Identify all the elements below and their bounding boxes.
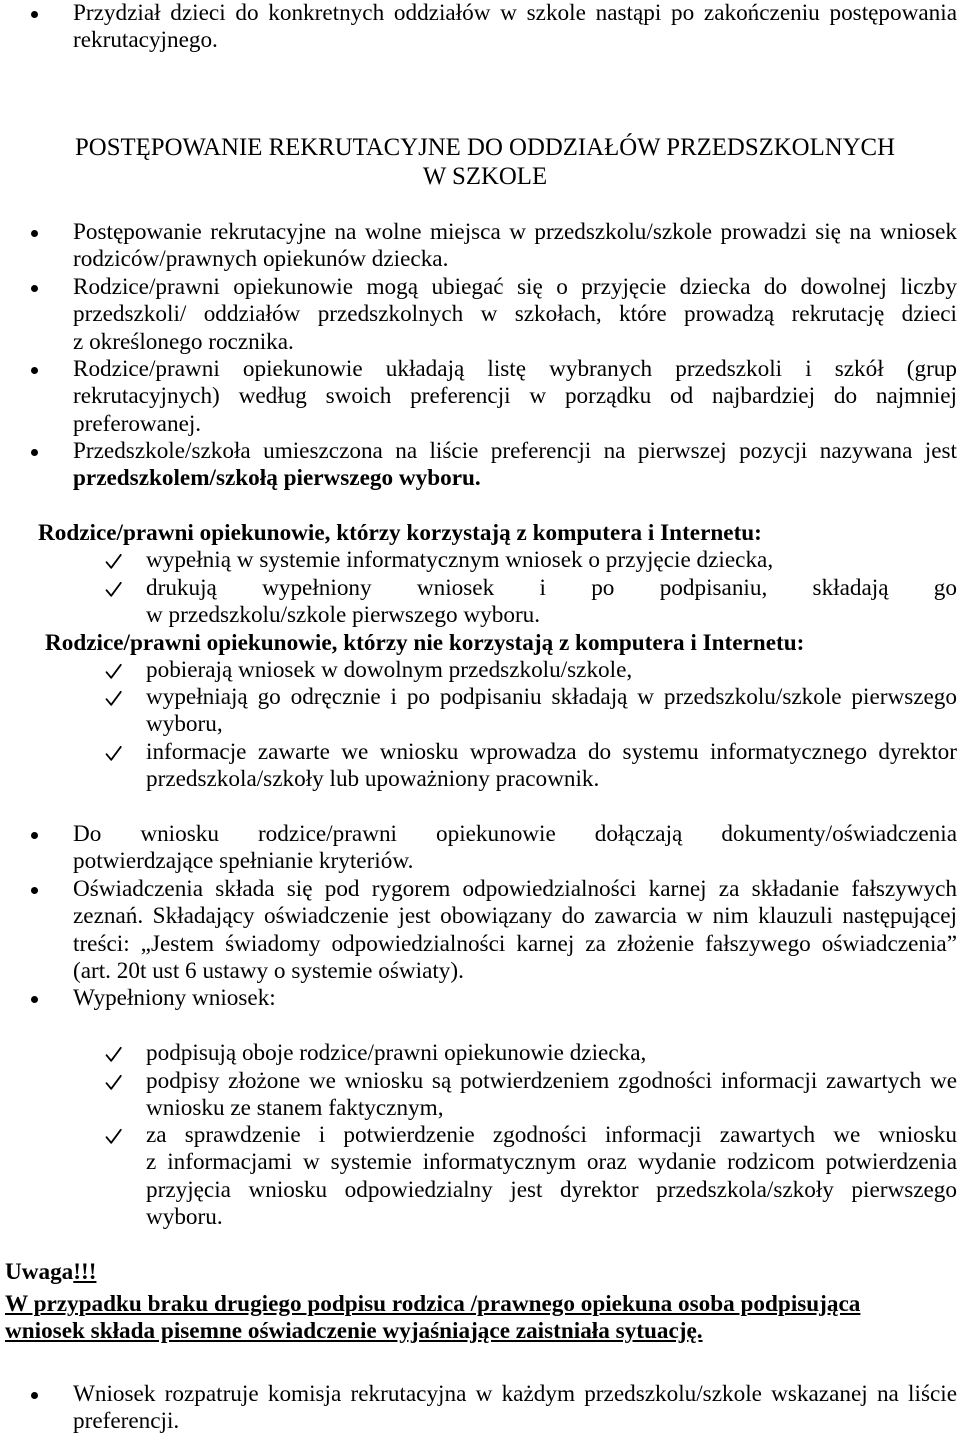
step-text [146, 739, 957, 794]
paragraph-text [73, 985, 957, 1012]
bullet-icon [31, 367, 38, 374]
text-line: za sprawdzenie i potwierdzenie zgodności informacji zawartych we wniosku [146, 1122, 957, 1148]
heading-line: W SZKOLE [422, 163, 548, 190]
text-line: przyjęcia wniosku odpowiedzialny jest dyrektor przedszkola/szkoły pierwszego [146, 1176, 957, 1203]
step-text [146, 1040, 957, 1067]
text-line: informacje zawarte we wniosku wprowadza do systemu informatycznego dyrektor [146, 739, 957, 765]
checkmark-icon [105, 1074, 122, 1091]
text-line: rekrutacyjnego. [73, 27, 218, 54]
checkmark-icon [105, 581, 122, 598]
step-text [146, 684, 957, 739]
paragraph-text [73, 219, 957, 274]
text-line: Postępowanie rekrutacyjne na wolne miejsca w przedszkolu/szkole prowadzi się na wniosek [73, 219, 957, 245]
text-line: rodziców/prawnych opiekunów dziecka. [73, 246, 449, 273]
text-line: podpisy złożone we wniosku są potwierdzeniem zgodności informacji zawartych we [146, 1068, 957, 1094]
text-line: wypełnią w systemie informatycznym wniosek o przyjęcie dziecka, [146, 547, 774, 573]
text-line: przedszkoli/ oddziałów przedszkolnych w szkołach, które prowadzą rekrutację dzieci [73, 301, 957, 328]
paragraph-text [73, 821, 957, 876]
text-line: preferowanej. [73, 410, 202, 437]
bullet-icon [31, 996, 38, 1003]
warning-exclamation: !!! [73, 1259, 97, 1285]
bullet-icon [31, 449, 38, 456]
paragraph-text [73, 1381, 957, 1436]
text-line: drukują wypełniony wniosek i po podpisaniu, składają go [146, 575, 957, 601]
warning-label [5, 1259, 96, 1286]
text-line: Wypełniony wniosek: [73, 985, 276, 1011]
checkmark-icon [105, 553, 122, 570]
text-line: Rodzice/prawni opiekunowie mogą ubiegać się o przyjęcie dziecka do dowolnej liczby [73, 274, 957, 300]
paragraph-text [73, 356, 957, 438]
bullet-icon [31, 887, 38, 894]
checkmark-icon [105, 1046, 122, 1063]
text-line-emphasis: przedszkolem/szkołą pierwszego wyboru. [73, 465, 481, 492]
step-text [146, 657, 957, 684]
step-text [146, 1122, 957, 1231]
text-line: treści: „Jestem świadomy odpowiedzialności karnej za złożenie fałszywego oświadczenia” [73, 930, 957, 957]
text-line: wniosek składa pisemne oświadczenie wyjaśniające zaistniała sytuację. [5, 1318, 703, 1345]
text-line: Przydział dzieci do konkretnych oddziałów w szkole nastąpi po zakończeniu postępowania [73, 0, 957, 26]
text-line: (art. 20t ust 6 ustawy o systemie oświaty). [73, 957, 464, 984]
text-line: rekrutacyjnych) według swoich preferencji w porządku od najbardziej do najmniej [73, 383, 957, 410]
text-line: Rodzice/prawni opiekunowie układają listę wybranych przedszkoli i szkół (grup [73, 356, 957, 382]
warning-text [5, 1291, 955, 1346]
checkmark-icon [105, 1128, 122, 1145]
text-line: podpisują oboje rodzice/prawni opiekunowie dziecka, [146, 1040, 647, 1066]
text-line: Wniosek rozpatruje komisja rekrutacyjna w każdym przedszkolu/szkole wskazanej na liście [73, 1381, 957, 1407]
text-line: Przedszkole/szkoła umieszczona na liście preferencji na pierwszej pozycji nazywana jest [73, 438, 957, 464]
text-line: potwierdzające spełnianie kryteriów. [73, 848, 414, 875]
paragraph-text [73, 0, 957, 55]
section-heading [10, 133, 960, 191]
offline-group-title: Rodzice/prawni opiekunowie, którzy nie korzystają z komputera i Internetu: [45, 630, 805, 656]
text-line: wypełniają go odręcznie i po podpisaniu składają w przedszkolu/szkole pierwszego [146, 684, 957, 710]
text-line: z określonego rocznika. [73, 328, 294, 355]
bullet-icon [31, 832, 38, 839]
checkmark-icon [105, 745, 122, 762]
text-line: preferencji. [73, 1408, 180, 1435]
checkmark-icon [105, 663, 122, 680]
text-line: w przedszkolu/szkole pierwszego wyboru. [146, 602, 541, 629]
text-line: z informacjami w systemie informatycznym oraz wydanie rodzicom potwierdzenia [146, 1149, 957, 1176]
bullet-icon [31, 11, 38, 18]
text-line: przedszkola/szkoły lub upoważniony pracownik. [146, 766, 600, 793]
bullet-icon [31, 1392, 38, 1399]
checkmark-icon [105, 690, 122, 707]
step-text [146, 1068, 957, 1123]
text-line: Oświadczenia składa się pod rygorem odpowiedzialności karnej za składanie fałszywych [73, 876, 957, 902]
step-text [146, 575, 957, 630]
paragraph-text [73, 274, 957, 356]
online-group-title: Rodzice/prawni opiekunowie, którzy korzystają z komputera i Internetu: [38, 520, 762, 546]
text-line: pobierają wniosek w dowolnym przedszkolu/szkole, [146, 657, 633, 683]
step-text [146, 547, 957, 574]
text-line: wyboru, [146, 711, 223, 738]
warning-word: Uwaga [5, 1259, 74, 1285]
text-line: wyboru. [146, 1203, 223, 1230]
paragraph-text [73, 438, 957, 493]
bullet-icon [31, 230, 38, 237]
paragraph-text [73, 876, 957, 985]
text-line: zeznań. Składający oświadczenie jest obowiązany do zawarcia w nim klauzuli następującej [73, 903, 957, 930]
heading-line: POSTĘPOWANIE REKRUTACYJNE DO ODDZIAŁÓW PRZEDSZKOLNYCH [75, 134, 895, 161]
text-line: wniosku ze stanem faktycznym, [146, 1095, 444, 1122]
text-line: Do wniosku rodzice/prawni opiekunowie dołączają dokumenty/oświadczenia [73, 821, 957, 847]
bullet-icon [31, 285, 38, 292]
text-line: W przypadku braku drugiego podpisu rodzica /prawnego opiekuna osoba podpisująca [5, 1291, 861, 1317]
